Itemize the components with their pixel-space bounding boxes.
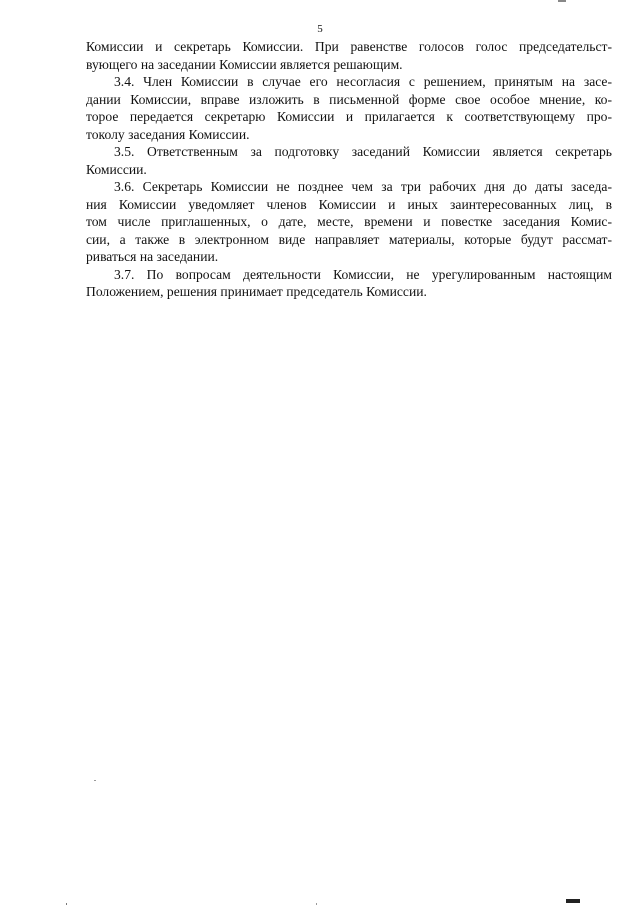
document-body [86, 38, 612, 301]
text-line: Комиссии. [86, 161, 147, 177]
text-line: дании Комиссии, вправе изложить в письменной форме свое особое мнение, ко- [86, 91, 612, 107]
text-line: сии, а также в электронном виде направляет материалы, которые будут рассмат- [86, 231, 612, 247]
scan-speck [94, 780, 96, 781]
paragraph-3-6 [86, 178, 612, 266]
paragraph-continuation [86, 38, 612, 73]
text-line: 3.6. Секретарь Комиссии не позднее чем за три рабочих дня до даты заседа- [114, 179, 612, 194]
text-line: Положением, решения принимает председатель Комиссии. [86, 284, 427, 299]
scan-corner-mark-bottom [566, 899, 580, 903]
text-line: Комиссии и секретарь Комиссии. При равенстве голосов голос председательст- [86, 39, 612, 54]
paragraph-3-5 [86, 143, 612, 178]
text-line: 3.4. Член Комиссии в случае его несогласия с решением, принятым на засе- [114, 74, 612, 89]
text-line: торое передается секретарю Комиссии и прилагается к соответствующему про- [86, 109, 612, 124]
text-line: ния Комиссии уведомляет членов Комиссии и иных заинтересованных лиц, в [86, 196, 612, 212]
text-line: том числе приглашенных, о дате, месте, времени и повестке заседания Комис- [86, 214, 612, 229]
page-number: 5 [317, 23, 323, 35]
scan-corner-mark-top [558, 0, 566, 2]
text-line: вующего на заседании Комиссии является решающим. [86, 56, 403, 72]
paragraph-3-7 [86, 266, 612, 301]
paragraph-3-4 [86, 73, 612, 143]
text-line: риваться на заседании. [86, 249, 219, 264]
text-line: 3.5. Ответственным за подготовку заседаний Комиссии является секретарь [114, 144, 612, 159]
text-line: 3.7. По вопросам деятельности Комиссии, не урегулированным настоящим [114, 266, 612, 282]
text-line: токолу заседания Комиссии. [86, 126, 250, 142]
